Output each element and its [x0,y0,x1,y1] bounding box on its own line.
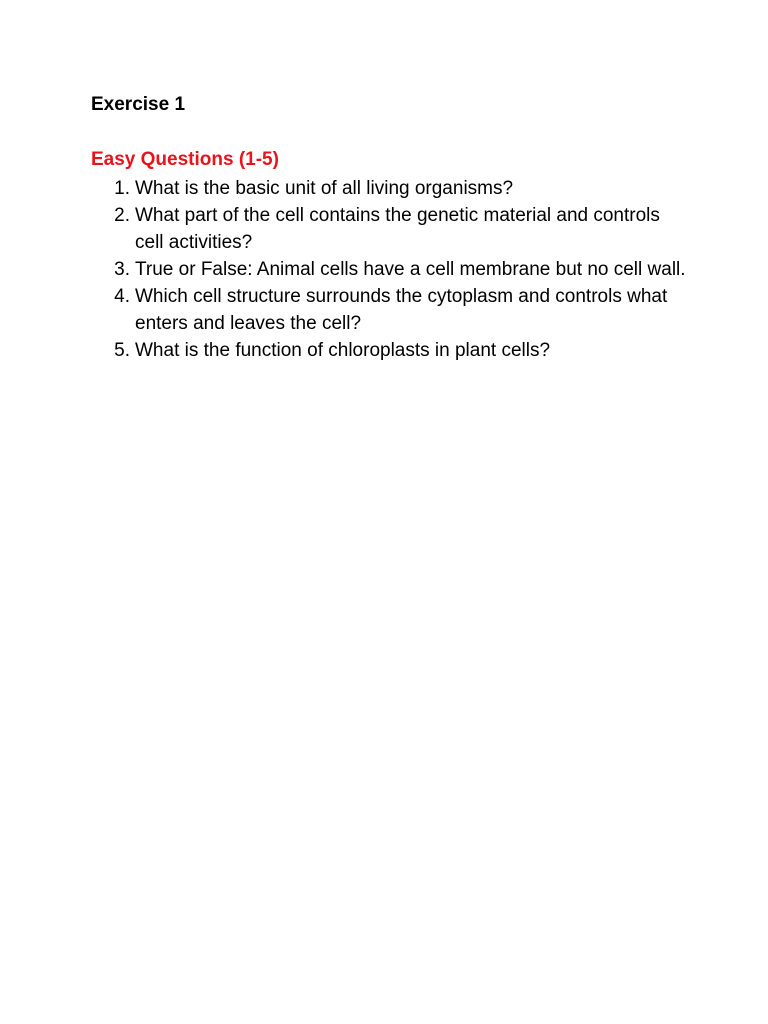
question-item [91,337,691,364]
question-text: What is the basic unit of all living organisms? [135,178,514,199]
question-number: 3. [114,259,130,280]
question-item [91,202,691,256]
question-text: Which cell structure surrounds the cytoplasm and controls what enters and leaves the cell? [135,286,668,334]
question-number: 4. [114,286,130,307]
exercise-title: Exercise 1 [91,94,186,115]
question-text: True or False: Animal cells have a cell membrane but no cell wall. [135,259,686,280]
question-item [91,256,691,283]
question-text: What is the function of chloroplasts in plant cells? [135,340,551,361]
question-item [91,175,691,202]
question-number: 2. [114,205,130,226]
question-text: What part of the cell contains the genetic material and controls cell activities? [135,205,660,253]
question-list [91,175,691,364]
section-heading: Easy Questions (1-5) [91,149,279,170]
question-number: 1. [114,178,130,199]
question-item [91,283,691,337]
question-number: 5. [114,340,130,361]
